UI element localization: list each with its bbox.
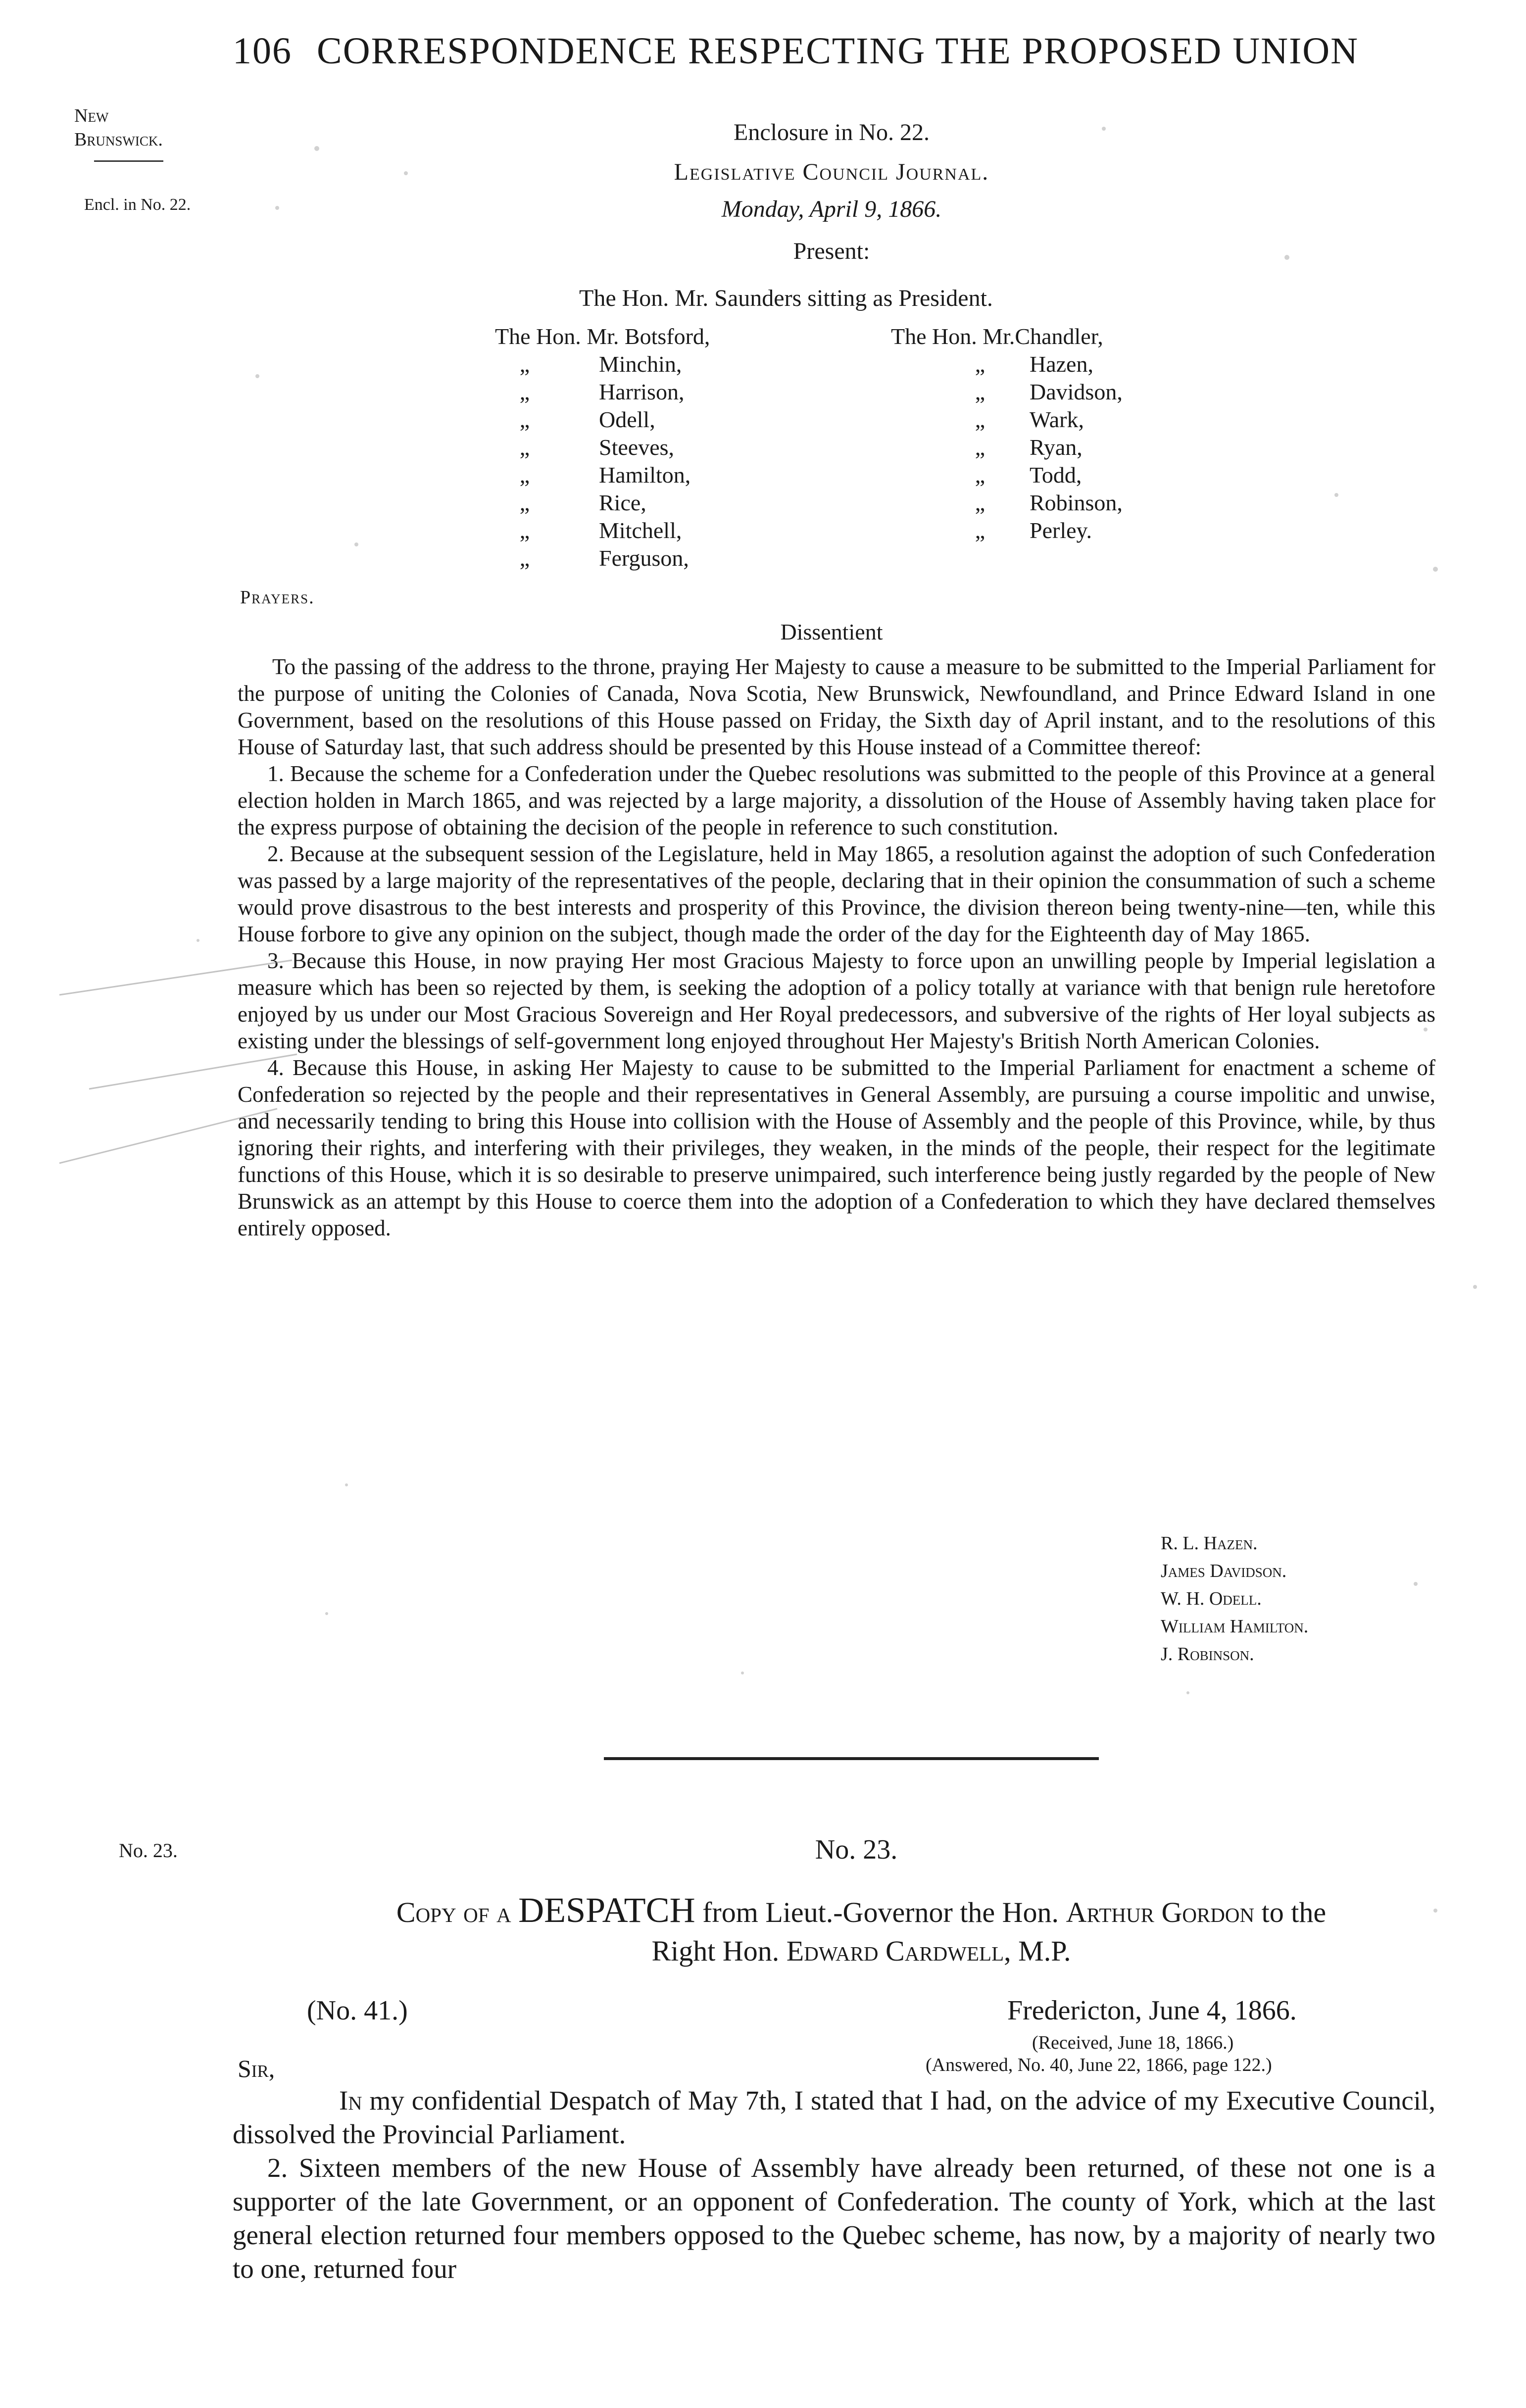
section-divider [604, 1757, 1099, 1760]
enclosure-heading: Enclosure in No. 22. [734, 119, 930, 146]
president-line: The Hon. Mr. Saunders sitting as President. [579, 285, 993, 311]
salutation: Sir, [238, 2055, 275, 2082]
letter-body [233, 2084, 1435, 2286]
ditto-mark: „ [975, 490, 985, 515]
member-name: Harrison, [599, 379, 685, 404]
ditto-mark: „ [519, 545, 530, 571]
dissentient-heading: Dissentient [780, 619, 883, 644]
members-right-prefix: The Hon. Mr. [891, 324, 1015, 349]
member-name: Davidson, [1030, 379, 1123, 404]
ditto-mark: „ [519, 518, 530, 543]
member-name: Botsford, [624, 324, 710, 349]
despatch-title [277, 1891, 1445, 1970]
despatch-title-pre: Copy of a [396, 1896, 511, 1928]
signatory: William Hamilton. [1161, 1616, 1309, 1637]
member-name: Robinson, [1030, 490, 1123, 515]
member-name: Hamilton, [599, 462, 691, 488]
member-name: Todd, [1030, 462, 1082, 488]
reason-4: 4. Because this House, in asking Her Majesty to cause to be submitted to the Imperial Parliament for enactment a scheme of Confederation so rejected by the people and their representatives in General Assembly, are pursuing a course impolitic and unwise, and necessarily tending to bring this House into collision with the House of Assembly and the people of this Province, while, by thus ignoring their rights, and interfering with their privileges, they weaken, in the minds of the people, their respect for the legitimate functions of this House, which it is so desirable to preserve unimpaired, such interference being justly regarded by the people of New Brunswick as an attempt by this House to coerce them into the adoption of a Confederation to which they have declared themselves entirely opposed. [238, 1055, 1435, 1240]
journal-date: Monday, April 9, 1866. [721, 196, 942, 222]
running-head-title: CORRESPONDENCE RESPECTING THE PROPOSED UNION [317, 30, 1359, 72]
ditto-mark: „ [975, 407, 985, 432]
members-left-prefix: The Hon. Mr. [495, 324, 619, 349]
reason-2: 2. Because at the subsequent session of the Legislature, held in May 1865, a resolution against the adoption of such Confederation was passed by a large majority of the representatives of the people, declaring that in their opinion the consummation of such a scheme would prove disastrous to the best interests and prosperity of this Province, the division thereon being twenty-nine—ten, while this House forbore to give any opinion on the subject, though made the order of the day for the Eighteenth day of May 1865. [238, 841, 1435, 946]
member-name: Hazen, [1030, 351, 1093, 377]
page-number: 106 [233, 30, 292, 72]
signatory: W. H. Odell. [1161, 1588, 1262, 1609]
member-name: Perley. [1030, 518, 1092, 543]
members-right-column [891, 323, 1123, 544]
ditto-mark: „ [975, 462, 985, 488]
ditto-mark: „ [519, 351, 530, 377]
signatory: J. Robinson. [1161, 1644, 1254, 1665]
despatch-title-line2-post: M.P. [1018, 1935, 1071, 1967]
despatch-place-date: Fredericton, June 4, 1866. [1007, 1995, 1297, 2026]
despatch-title-mid: from Lieut.-Governor the Hon. [702, 1896, 1059, 1928]
letter-paragraph-1 [233, 2084, 1435, 2151]
ditto-mark: „ [519, 407, 530, 432]
members-left-column [495, 323, 710, 572]
ditto-mark: „ [519, 379, 530, 404]
margin-province-line1: New [74, 105, 109, 126]
member-name: Rice, [599, 490, 646, 515]
despatch-title-line2-pre: Right Hon. [651, 1935, 780, 1967]
reason-3: 3. Because this House, in now praying Her most Gracious Majesty to force upon an unwilling people by Imperial legislation a measure which has been so rejected by them, is seeking the adoption of a policy totally at variance with that benign rule heretofore enjoyed by us under our Most Gracious Sovereign and Her Royal predecessors, and subversive of the rights of Her loyal subjects as existing under the blessings of self-government long enjoyed throughout Her Majesty's British North American Colonies. [238, 948, 1435, 1053]
protest-intro: To the passing of the address to the throne, praying Her Majesty to cause a measure to be submitted to the Imperial Parliament for the purpose of uniting the Colonies of Canada, Nova Scotia, New Brunswick, Newfoundland, and Prince Edward Island in one Government, based on the resolutions of this House passed on Friday, the Sixth day of April instant, and to the resolutions of this House of Saturday last, that such address should be presented by this House instead of a Committee thereof: [238, 654, 1435, 759]
ditto-mark: „ [519, 462, 530, 488]
ditto-mark: „ [519, 490, 530, 515]
margin-province-note [74, 104, 163, 167]
margin-rule [94, 160, 163, 162]
signatory: James Davidson. [1161, 1561, 1287, 1581]
received-note: (Received, June 18, 1866.) [1032, 2032, 1234, 2053]
despatch-ref-number: (No. 41.) [307, 1995, 408, 2026]
member-name: Odell, [599, 407, 655, 432]
member-name: Ryan, [1030, 435, 1083, 460]
despatch-title-to: to the [1261, 1896, 1327, 1928]
signatory: R. L. Hazen. [1161, 1533, 1258, 1554]
running-head [233, 30, 1361, 73]
despatch-to-name: Edward Cardwell, [786, 1935, 1011, 1967]
member-name: Chandler, [1015, 324, 1103, 349]
despatch-number-heading: No. 23. [815, 1834, 898, 1865]
answered-note: (Answered, No. 40, June 22, 1866, page 122.) [926, 2055, 1272, 2075]
ditto-mark: „ [975, 518, 985, 543]
present-label: Present: [793, 238, 870, 264]
paragraph-lead-word: In [339, 2085, 362, 2115]
letter-paragraph-2: 2. Sixteen members of the new House of Assembly have already been returned, of these not one is a supporter of the late Government, or an opponent of Confederation. The county of York, which at the last general election returned four members opposed to the Quebec scheme, has now, by a majority of nearly two to one, returned four [233, 2153, 1435, 2284]
signatures [1161, 1529, 1308, 1668]
margin-province-line2: Brunswick. [74, 129, 163, 150]
ditto-mark: „ [975, 379, 985, 404]
ditto-mark: „ [519, 435, 530, 460]
member-name: Steeves, [599, 435, 675, 460]
prayers-margin-label: Prayers. [240, 587, 315, 608]
reason-1: 1. Because the scheme for a Confederation under the Quebec resolutions was submitted to the people of this Province at a general election holden in March 1865, and was rejected by a large majority, a dissolution of the House of Assembly having taken place for the express purpose of obtaining the decision of the people in reference to such constitution. [238, 761, 1435, 839]
despatch-title-main: DESPATCH [518, 1890, 695, 1930]
despatch-from-name: Arthur Gordon [1066, 1896, 1255, 1928]
member-name: Minchin, [599, 351, 682, 377]
ditto-mark: „ [975, 435, 985, 460]
member-name: Ferguson, [599, 545, 689, 571]
margin-number-note: No. 23. [119, 1839, 178, 1862]
member-name: Wark, [1030, 407, 1084, 432]
ditto-mark: „ [975, 351, 985, 377]
paragraph-text: my confidential Despatch of May 7th, I stated that I had, on the advice of my Executive Council, dissolved the Provincial Parliament. [233, 2085, 1435, 2149]
protest-body [238, 653, 1435, 1241]
journal-title: Legislative Council Journal. [674, 159, 989, 185]
member-name: Mitchell, [599, 518, 682, 543]
margin-enclosure-note: Encl. in No. 22. [84, 196, 191, 214]
